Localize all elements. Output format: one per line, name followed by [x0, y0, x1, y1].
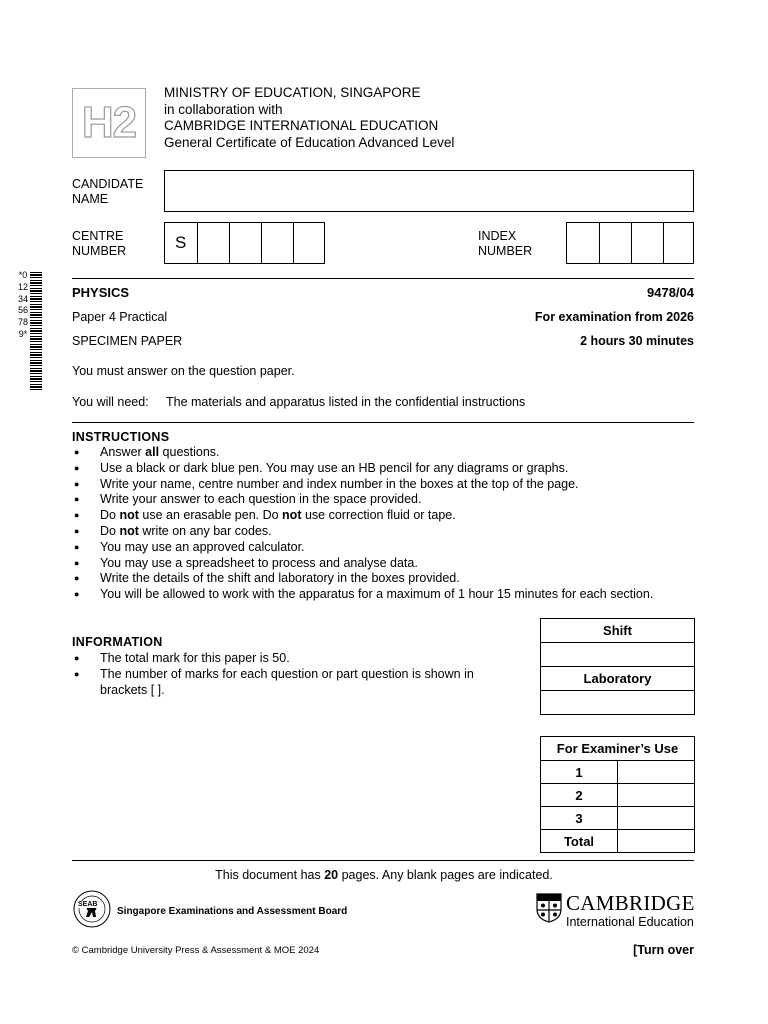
centre-prefix: S [175, 233, 187, 252]
divider [72, 278, 694, 279]
barcode [30, 272, 42, 390]
instructions-heading: INSTRUCTIONS [72, 430, 170, 444]
duration: 2 hours 30 minutes [580, 334, 694, 348]
list-item: ● You may use a spreadsheet to process and analyse data. [72, 556, 702, 572]
table-row: Total [541, 830, 618, 853]
cambridge-subtitle: International Education [566, 915, 694, 929]
information-list [72, 651, 512, 698]
examiner-table [540, 736, 695, 853]
list-item: ● Write your answer to each question in the space provided. [72, 492, 702, 508]
instructions-list [72, 445, 702, 603]
list-item: ● Write your name, centre number and index number in the boxes at the top of the page. [72, 477, 702, 493]
shift-lab-table [540, 618, 695, 715]
list-item: ● Write the details of the shift and laboratory in the boxes provided. [72, 571, 702, 587]
header-block [164, 85, 454, 151]
mark-field[interactable] [618, 830, 695, 853]
index-number-label: INDEX NUMBER [478, 229, 533, 258]
subject-title: PHYSICS [72, 285, 130, 300]
laboratory-label: Laboratory [541, 667, 695, 691]
shift-label: Shift [541, 619, 695, 643]
divider [72, 422, 694, 423]
cambridge-title: CAMBRIDGE INTERNATIONAL EDUCATION [164, 118, 439, 133]
candidate-name-label: CANDIDATE NAME [72, 177, 144, 206]
shift-field[interactable] [541, 643, 695, 667]
copyright: © Cambridge University Press & Assessment & MOE 2024 [72, 945, 320, 956]
need-text: The materials and apparatus listed in the confidential instructions [166, 395, 526, 409]
exam-from: For examination from 2026 [534, 310, 694, 324]
turn-over: [Turn over [633, 943, 694, 957]
candidate-name-field[interactable] [164, 170, 694, 212]
paper-title: Paper 4 Practical [72, 310, 168, 324]
seab-logo [72, 889, 112, 929]
mark-field[interactable] [618, 784, 695, 807]
laboratory-field[interactable] [541, 691, 695, 715]
list-item: ● You may use an approved calculator. [72, 540, 702, 556]
barcode-text: *0123456789* [17, 270, 28, 339]
examiner-heading: For Examiner’s Use [541, 737, 695, 761]
specimen-label: SPECIMEN PAPER [72, 334, 183, 348]
answer-note: You must answer on the question paper. [72, 364, 295, 378]
seab-name: Singapore Examinations and Assessment Board [117, 906, 348, 917]
list-item: ● Answer all questions. [72, 445, 702, 461]
page-count-note: This document has 20 pages. Any blank pages are indicated. [215, 868, 553, 882]
cambridge-wordmark: CAMBRIDGE [566, 891, 695, 915]
seab-badge-text: SEAB [78, 901, 98, 908]
list-item: ● Do not write on any bar codes. [72, 524, 702, 540]
h2-logo [72, 88, 146, 158]
index-number-field[interactable] [566, 222, 694, 264]
information-heading: INFORMATION [72, 635, 163, 649]
cambridge-shield-icon [536, 893, 562, 923]
list-item: ● Use a black or dark blue pen. You may use an HB pencil for any diagrams or graphs. [72, 461, 702, 477]
centre-number-label: CENTRE NUMBER [72, 229, 127, 258]
table-row: 3 [541, 807, 618, 830]
mark-field[interactable] [618, 807, 695, 830]
list-item: ● You will be allowed to work with the apparatus for a maximum of 1 hour 15 minutes for each section. [72, 587, 702, 603]
syllabus-code: 9478/04 [647, 285, 694, 300]
table-row: 2 [541, 784, 618, 807]
collab-line: in collaboration with [164, 101, 283, 117]
mark-field[interactable] [618, 761, 695, 784]
centre-number-field[interactable] [164, 222, 325, 264]
list-item: ● Do not use an erasable pen. Do not use correction fluid or tape. [72, 508, 702, 524]
table-row: 1 [541, 761, 618, 784]
list-item: ● The total mark for this paper is 50. [72, 651, 512, 667]
h2-logo-text: H2 [81, 98, 137, 147]
ministry-title: MINISTRY OF EDUCATION, SINGAPORE [164, 85, 421, 100]
need-label: You will need: [72, 395, 149, 409]
certificate-line: General Certificate of Education Advanced Level [164, 134, 455, 150]
list-item: ● The number of marks for each question or part question is shown in brackets [ ]. [72, 667, 512, 699]
divider [72, 860, 694, 861]
